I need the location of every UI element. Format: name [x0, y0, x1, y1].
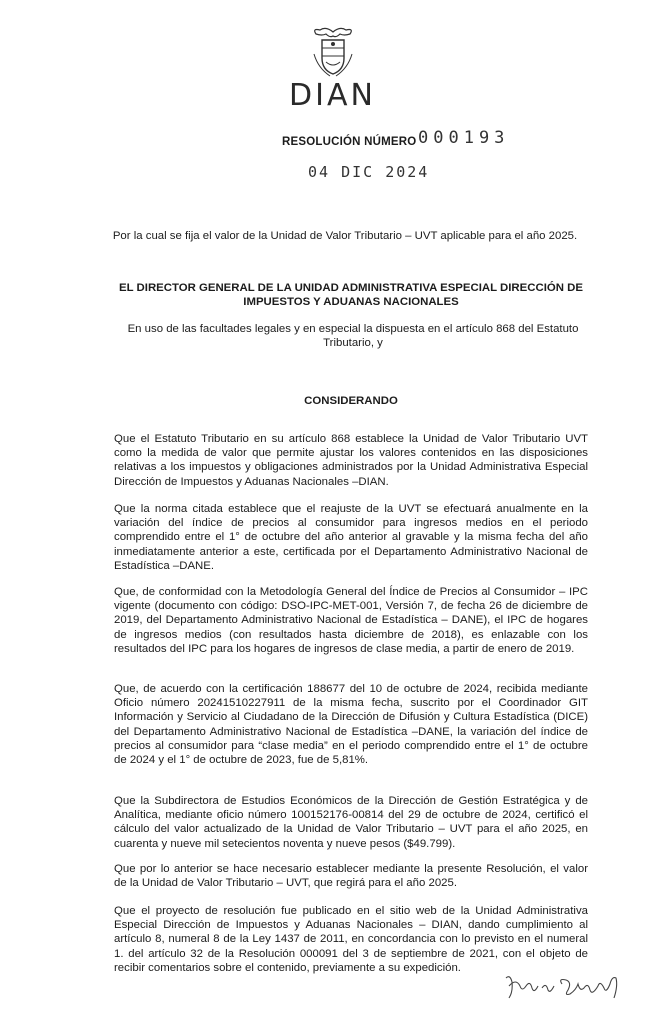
- resolution-subject: Por la cual se fija el valor de la Unidad de Valor Tributario – UVT aplicable para el año 2025.: [112, 230, 578, 242]
- resolution-date: 04 DIC 2024: [308, 163, 430, 181]
- issuing-authority: EL DIRECTOR GENERAL DE LA UNIDAD ADMINISTRATIVA ESPECIAL DIRECCIÓN DE IMPUESTOS Y ADUANAS NACIONALES: [119, 282, 583, 309]
- resolution-number: 000193: [418, 128, 510, 148]
- considerando-paragraph-4: Que, de acuerdo con la certificación 188677 del 10 de octubre de 2024, recibida mediante Oficio número 20241510227911 de la misma fecha, suscrito por el Coordinador GIT Información y Servicio al Ciudadano de la Dirección de Difusión y Cultura Estadística (DICE) del Departamento Administrativo Nacional de Estadística –DANE, la variación del índice de precios al consumidor para “clase media” en el periodo comprendido entre el 1° de octubre de 2024 y el 1° de octubre de 2023, fue de 5,81%.: [114, 683, 588, 767]
- considerando-paragraph-2: Que la norma citada establece que el reajuste de la UVT se efectuará anualmente en la variación del índice de precios al consumidor para ingresos medios en el periodo comprendido entre el 1° de octubre del año anterior al gravable y la misma fecha del año inmediatamente anterior a este, certificada por el Departamento Administrativo Nacional de Estadística –DANE.: [114, 503, 588, 572]
- considerando-heading: CONSIDERANDO: [304, 395, 398, 407]
- resolution-label: RESOLUCIÓN NÚMERO: [282, 136, 417, 148]
- considerando-paragraph-1: Que el Estatuto Tributario en su artículo 868 establece la Unidad de Valor Tributario UVT como la medida de valor que permite ajustar los valores contenidos en las disposiciones relativas a los impuestos y obligaciones administrados por la Unidad Administrativa Especial Dirección de Impuestos y Aduanas Nacionales –DIAN.: [114, 433, 588, 488]
- handwritten-signature: [500, 968, 630, 1004]
- coat-of-arms-icon: [308, 24, 358, 80]
- legal-faculties: En uso de las facultades legales y en especial la dispuesta en el artículo 868 del Estatuto Tributario, y: [127, 323, 579, 350]
- considerando-paragraph-5: Que la Subdirectora de Estudios Económicos de la Dirección de Gestión Estratégica y de Analítica, mediante oficio número 100152176-00814 del 29 de octubre de 2024, certificó el cálculo del valor actualizado de la Unidad de Valor Tributario – UVT para el año 2025, en cuarenta y nueve mil setecientos noventa y nueve pesos ($49.799).: [114, 795, 588, 850]
- considerando-paragraph-7: Que el proyecto de resolución fue publicado en el sitio web de la Unidad Administrativa Especial Dirección de Impuestos y Aduanas Nacionales – DIAN, dando cumplimiento al artículo 8, numeral 8 de la Ley 1437 de 2011, en concordancia con lo previsto en el numeral 1. del artículo 32 de la Resolución 000091 del 3 de septiembre de 2021, con el objeto de recibir comentarios sobre el contenido, previamente a su expedición.: [114, 905, 588, 974]
- considerando-paragraph-6: Que por lo anterior se hace necesario establecer mediante la presente Resolución, el valor de la Unidad de Valor Tributario – UVT, que regirá para el año 2025.: [114, 863, 588, 890]
- considerando-paragraph-3: Que, de conformidad con la Metodología General del Índice de Precios al Consumidor – IPC vigente (documento con código: DSO-IPC-MET-001, Versión 7, de fecha 26 de diciembre de 2019, del Departamento Administrativo Nacional de Estadística – DANE), el IPC de hogares de ingresos medios (con resultados hasta diciembre de 2018), es enlazable con los resultados del IPC para los hogares de ingresos de clase media, a partir de enero de 2019.: [114, 586, 588, 655]
- dian-logo-text: DIAN: [289, 78, 376, 113]
